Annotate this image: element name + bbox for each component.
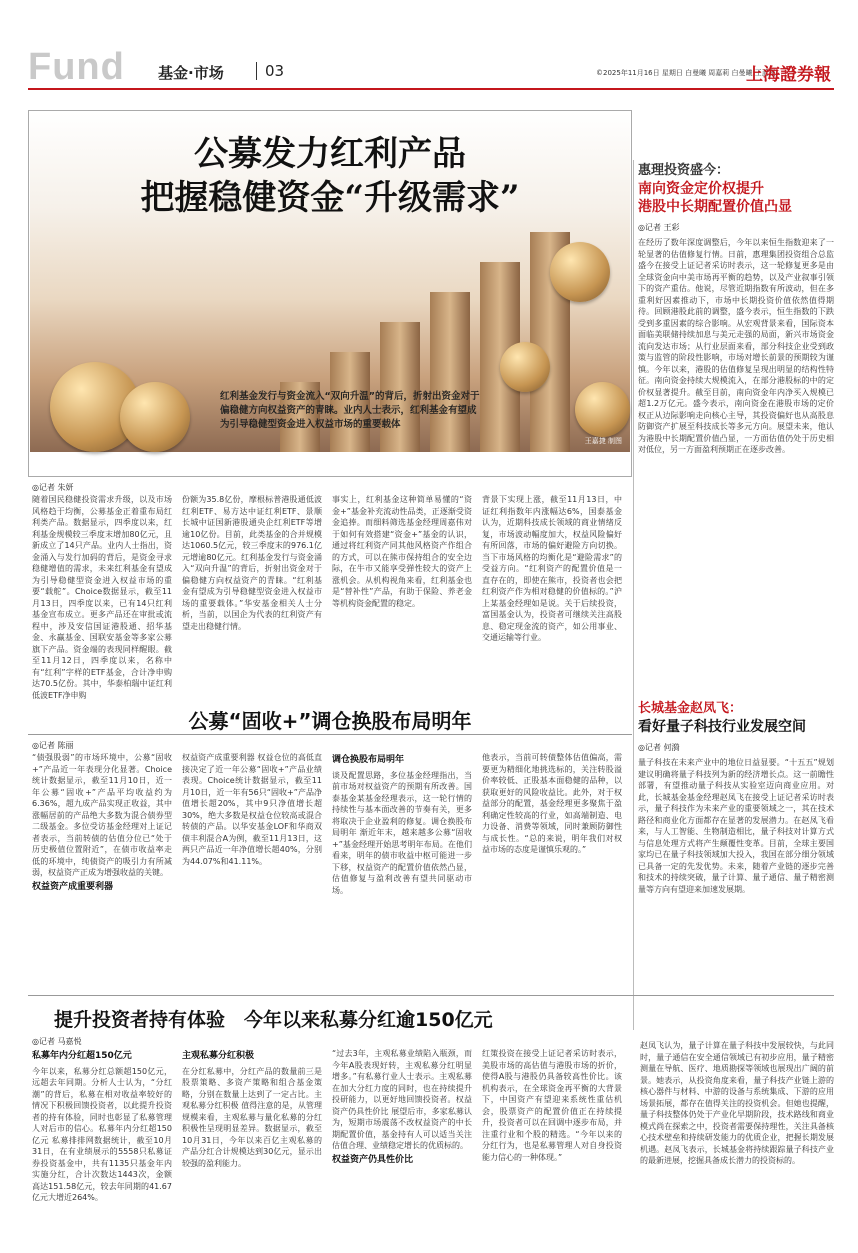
dateline: ©2025年11月16日 星期日 白曼曦 周嘉莉 白曼曦 王蓝贤 xyxy=(596,69,776,77)
article-column: “债强股弱”的市场环境中，公募“固收+”产品近一年表现分化显著。Choice统计数据显示，截至11月10日，近一年公募“固收+”产品平均收益约为6.36%，超九成产品实现正收益，其中涨幅居前的产品绝大多数为混合债券型二级基金。多位受访基金经理对上证记者表示，当前转债的估值分位已“处于历史极值位置附近”，在债市收益率走低的环境中，纯债资产的吸引力有所减弱，权益资产正成为增强收益的关键。 权益资产成重要利器 xyxy=(32,753,172,892)
divider xyxy=(28,995,834,996)
article3-columns xyxy=(32,1048,622,1243)
chart-bar-decor xyxy=(380,322,420,452)
photo-credit: 王嘉捷 制图 xyxy=(584,437,622,445)
fund-logo: Fund xyxy=(28,46,125,88)
subheading: 主观私募分红积极 xyxy=(182,1051,255,1061)
side-headline: 长城基金赵凤飞： 看好量子科技行业发展空间 xyxy=(638,701,806,735)
feature-box xyxy=(28,110,632,477)
side-body-continued: 赵凤飞认为，量子计算在量子科技中发展较快，与此同时，量子通信在安全通信领域已有初步应用，量子精密测量在导航、医疗、地质勘探等领域也展现出广阔的前景。她表示，从投资角度来看，量子科技产业链上游的核心器件与材料、中游的设备与系统集成、下游的应用场景拓展，都存在值得关注的投资机会。但她也提醒，量子科技整体仍处于产业化早期阶段，技术路线和商业模式尚在探索之中，投资者需要保持理性，关注具备核心技术壁垒和持续研发能力的优质企业，把握长期发展机遇。赵凤飞表示，长城基金将持续跟踪量子科技产业的最新进展，挖掘具备成长潜力的投资标的。 xyxy=(640,1041,834,1165)
coin-icon xyxy=(500,342,550,392)
article-column: 权益资产成重要利器 权益仓位的高低直接决定了近一年公募“固收+”产品业绩表现。Choice统计数据显示，截至11月10日，近一年有56只“固收+”产品净值增长超20%，其中9只净值增长超30%，绝大多数是权益仓位较高或混合转债的产品。以华安基金LOF和华商双债丰利混合A为例，截至11月13日，这两只产品近一年净值增长超40%，分别为44.07%和41.11%。 xyxy=(182,753,322,866)
article-column: 主观私募分红积极 在分红私募中，分红产品的数量前三是股票策略、多资产策略和组合基金策略，分别在数量上达到了一定占比。主观私募分红积极 值得注意的是，从管理规模来看，主观私募与量化私募的分红积极性呈现明显差异。数据显示，截至10月31日，今年以来百亿主观私募的产品分红合计规模达到30亿元，显示出较强的盈利能力。 xyxy=(182,1051,322,1168)
coin-icon xyxy=(550,242,610,302)
masthead-rule xyxy=(28,88,834,90)
masthead xyxy=(0,0,858,100)
article-column: 他表示，当前可转债整体估值偏高，需要更为精细化地挑选标的，关注转股溢价率较低、正股基本面稳健的品种，以获取更好的风险收益比。此外，对于权益部分的配置，基金经理更多聚焦于盈利确定性较高的行业，如高端制造、电力设备、消费等领域，同时兼顾防御性与成长性。“总的来说，明年我们对权益市场的态度是谨慎乐观的。” xyxy=(482,753,622,854)
feature-byline: ◎记者 朱妍 xyxy=(32,483,74,492)
feature-headline: 公募发力红利产品 把握稳健资金“升级需求” xyxy=(140,134,520,218)
side-byline: ◎记者 王彩 xyxy=(638,223,680,232)
subheading: 私募年内分红超150亿元 xyxy=(32,1051,132,1061)
article3-byline: ◎记者 马嘉悦 xyxy=(32,1037,82,1046)
coin-icon xyxy=(575,382,630,437)
article-column: 背景下实现上涨，截至11月13日，中证红利指数年内涨幅达6%，国泰基金认为，近期科技成长领域的商业情绪反复，市场波动幅度加大，权益风险偏好有所回落，市场的偏好避险方向切换。当下市场风格的均衡化是“避险需求”的受益方向。“红利资产的配置价值是一直存在的，即使在熊市，投资者也会把红利资产作为相对稳健的价值标的。”沪上某基金经理如是说。关于后续投资，富国基金认为，投资者可继续关注高股息、稳定现金流的资产，如公用事业、交通运输等行业。 xyxy=(482,495,622,642)
article-column: 份额为35.8亿份，摩根标普港股通低波红利ETF、易方达中证红利ETF、景顺长城中证国新港股通央企红利ETF等增逾10亿份。目前，此类基金的合并规模达1060.5亿元，较三季度末的976.1亿元增逾80亿元。红利基金发行与资金涌入“双向升温”的背后，折射出资金对于偏稳健方向权益资产的青睐。“红利基金有望成为引导稳健型资金进入权益市场的重要载体。”华安基金相关人士分析，当前，以国企为代表的红利资产有望走出稳健行情。 xyxy=(182,495,322,631)
divider xyxy=(28,734,632,735)
subheading: 权益资产仍具性价比 xyxy=(332,1154,414,1165)
coin-icon xyxy=(120,382,190,452)
subheading: 权益资产成重要利器 xyxy=(32,881,114,892)
article-column: 调仓换股布局明年 谈及配置思路，多位基金经理指出，当前市场对权益资产的预期有所改善。国泰基金某基金经理表示，这一轮行情的持续性与基本面改善的节奏有关，更多将取决于企业盈利的修复。调仓换股布局明年 渐近年末，越来越多公募“固收+”基金经理开始思考明年布局。在他们看来，明年的债市收益中枢可能进一步下移，权益资产的配置价值依然凸显，估值修复与盈利改善有望共同驱动市场。 xyxy=(332,755,472,895)
side-headline: 惠理投资盛今： 南向资金定价权提升 港股中长期配置价值凸显 xyxy=(638,163,792,215)
column-divider xyxy=(633,160,634,1030)
article-column: 随着国民稳健投资需求升级，以及市场风格趋于均衡，公募基金正着重布局红利类产品。数据显示，四季度以来，红利基金规模较三季度末增加80亿元，且新成立了14只产品。业内人士指出，资金涌入与发行加码的背后，是资金寻求稳健增值的需求，未来红利基金有望成为引导稳健型资金进入权益市场的重要“载舵”。Choice数据显示，截至11月13日，四季度以来，已有14只红利基金宣布成立。更多产品还在审批或流程中，涉及安信国证港股通、招华基金、永赢基金、国联安基金等多家公募旗下产品。资金端的表现同样醒眼。截至11月12日，四季度以来，名称中有“红利”字样的ETF基金，合计净申购达70.5亿份。其中，华泰柏瑞中证红利低波ETF净申购 xyxy=(32,495,172,700)
article-column: 事实上，红利基金这种简单易懂的“资金+”基金补充流动性品类，正逐渐受资金追捧。而细料筛选基金经理周嘉伟对于如何有效搭建“资金+”基金的认识，通过将红利资产同其他风格资产作组合的方式，可以在熊市保持组合的安全边际，在牛市又能享受弹性较大的资产上涨机会。从机构视角来看，红利基金也是“替补性”产品，有助于保险、养老金等机构资金配置的稳定。 xyxy=(332,495,472,608)
newspaper-name: 上海證券報 xyxy=(746,65,831,85)
feature-lede: 红利基金发行与资金流入“双向升温”的背后，折射出资金对于偏稳健方向权益资产的青睐。业内人士表示，红利基金有望成为引导稳健型资金进入权益市场的重要载体 xyxy=(220,391,480,430)
feature-columns xyxy=(32,494,622,700)
article3-headline: 提升投资者持有体验 今年以来私募分红逾150亿元 xyxy=(54,1009,493,1031)
side-body: 在经历了数年深度调整后，今年以来恒生指数迎来了一轮显著的估值修复行情。日前，惠理集团投资组合总监盛今在接受上证记者采访时表示，这一轮修复更多是由全球资金向中美市场再平衡的趋势，以及产业叙事引领下的资产重估。他说，尽管近期指数有所波动，但在多重利好因素推动下，市场中长期投资价值依然值得期待。回顾港股此前的调整，盛今表示，恒生指数的下跌受到多重因素的综合影响。从宏观背景来看，国际资本面临美联储持续加息与美元走强的局面，新兴市场资金流向发达市场；从行业层面来看，部分科技企业受到政策与监管的阶段性影响，市场对增长前景的预期较为谨慎。今年以来，港股的估值修复呈现出明显的结构性特征。南向资金持续大规模流入，在部分港股标的中的定价权显著提升。截至目前，南向资金年内净买入规模已超1.2万亿元。盛今表示，南向资金在港股市场的定价权正从边际影响走向核心主导，其投资偏好也从高股息防御资产扩展至科技成长等多元方向。展望未来，他认为港股中长期配置价值凸显，一方面估值仍处于历史相对低位，另一方面盈利预期正在逐步改善。 xyxy=(638,238,834,454)
article-column: 私募年内分红超150亿元 今年以来，私募分红总额超150亿元，远超去年同期。分析人士认为，“分红潮”的背后，私募在相对收益率较好的情况下积极回馈投资者，以此提升投资者的持有体验，同时也彰显了私募管理人对后市的信心。私募年内分红超150亿元 私募排排网数据统计，截至10月31日，在有业绩展示的5558只私募证券投资基金中，共有1135只基金年内实施分红，合计次数达1443次，金额高达151.58亿元，较去年同期的41.67亿元大增近264%。 xyxy=(32,1051,172,1202)
article-column: “过去3年，主观私募业绩陷入瓶颈，而今年A股表现好转，主观私募分红明显增多。”有私募行业人士表示。主观私募在加大分红力度的同时，也在持续提升投研能力，以更好地回馈投资者。权益资产仍具性价比 展望后市，多家私募认为，短期市场震荡不改权益资产的中长期配置价值，基金持有人可以适当关注估值合理、业绩稳定增长的优质标的。 权益资产仍具性价比 xyxy=(332,1049,472,1165)
section-title: 基金·市场 xyxy=(158,64,224,82)
article-column: 红策投资在接受上证记者采访时表示，美股市场的高估值与港股市场的折价，使得A股与港股仍具备较高性价比。该机构表示，在全球资金再平衡的大背景下，中国资产有望迎来系统性重估机会，股票资产的配置价值正在持续提升，投资者可以在回调中逐步布局，并注重行业和个股的精选。“今年以来的分红行为，也是私募管理人对自身投资能力信心的一种体现。” xyxy=(482,1049,622,1162)
subheading: 调仓换股布局明年 xyxy=(332,755,405,765)
hero-image xyxy=(30,112,630,452)
page-number: 03 xyxy=(265,62,285,80)
article2-headline: 公募“固收+”调仓换股布局明年 xyxy=(188,709,472,733)
divider xyxy=(256,62,257,80)
side-article-1 xyxy=(638,162,834,707)
article2-columns xyxy=(32,752,622,987)
side-byline: ◎记者 何漪 xyxy=(638,743,680,752)
article2-byline: ◎记者 陈丽 xyxy=(32,741,74,750)
side-body: 量子科技在未来产业中的地位日益显要。“十五五”规划建议明确将量子科技列为新的经济增长点。这一前瞻性部署，有望推动量子科技从实验室迈向商业应用。对此，长城基金基金经理赵凤飞在接受上证记者采访时表示，量子科技作为未来产业的重要领域之一，其在技术路径和商业化方面都存在显著的发展潜力。在赵凤飞看来，与人工智能、生物制造相比，量子科技对计算方式与信息处理方式将产生颠覆性变革。目前，全球主要国家均已在量子科技领域加大投入，我国在部分细分领域已具备一定的先发优势。未来，随着产业链的逐步完善和技术的持续突破，量子计算、量子通信、量子精密测量等方向有望迎来加速发展期。 xyxy=(638,758,834,894)
side-article-2 xyxy=(638,700,834,1022)
